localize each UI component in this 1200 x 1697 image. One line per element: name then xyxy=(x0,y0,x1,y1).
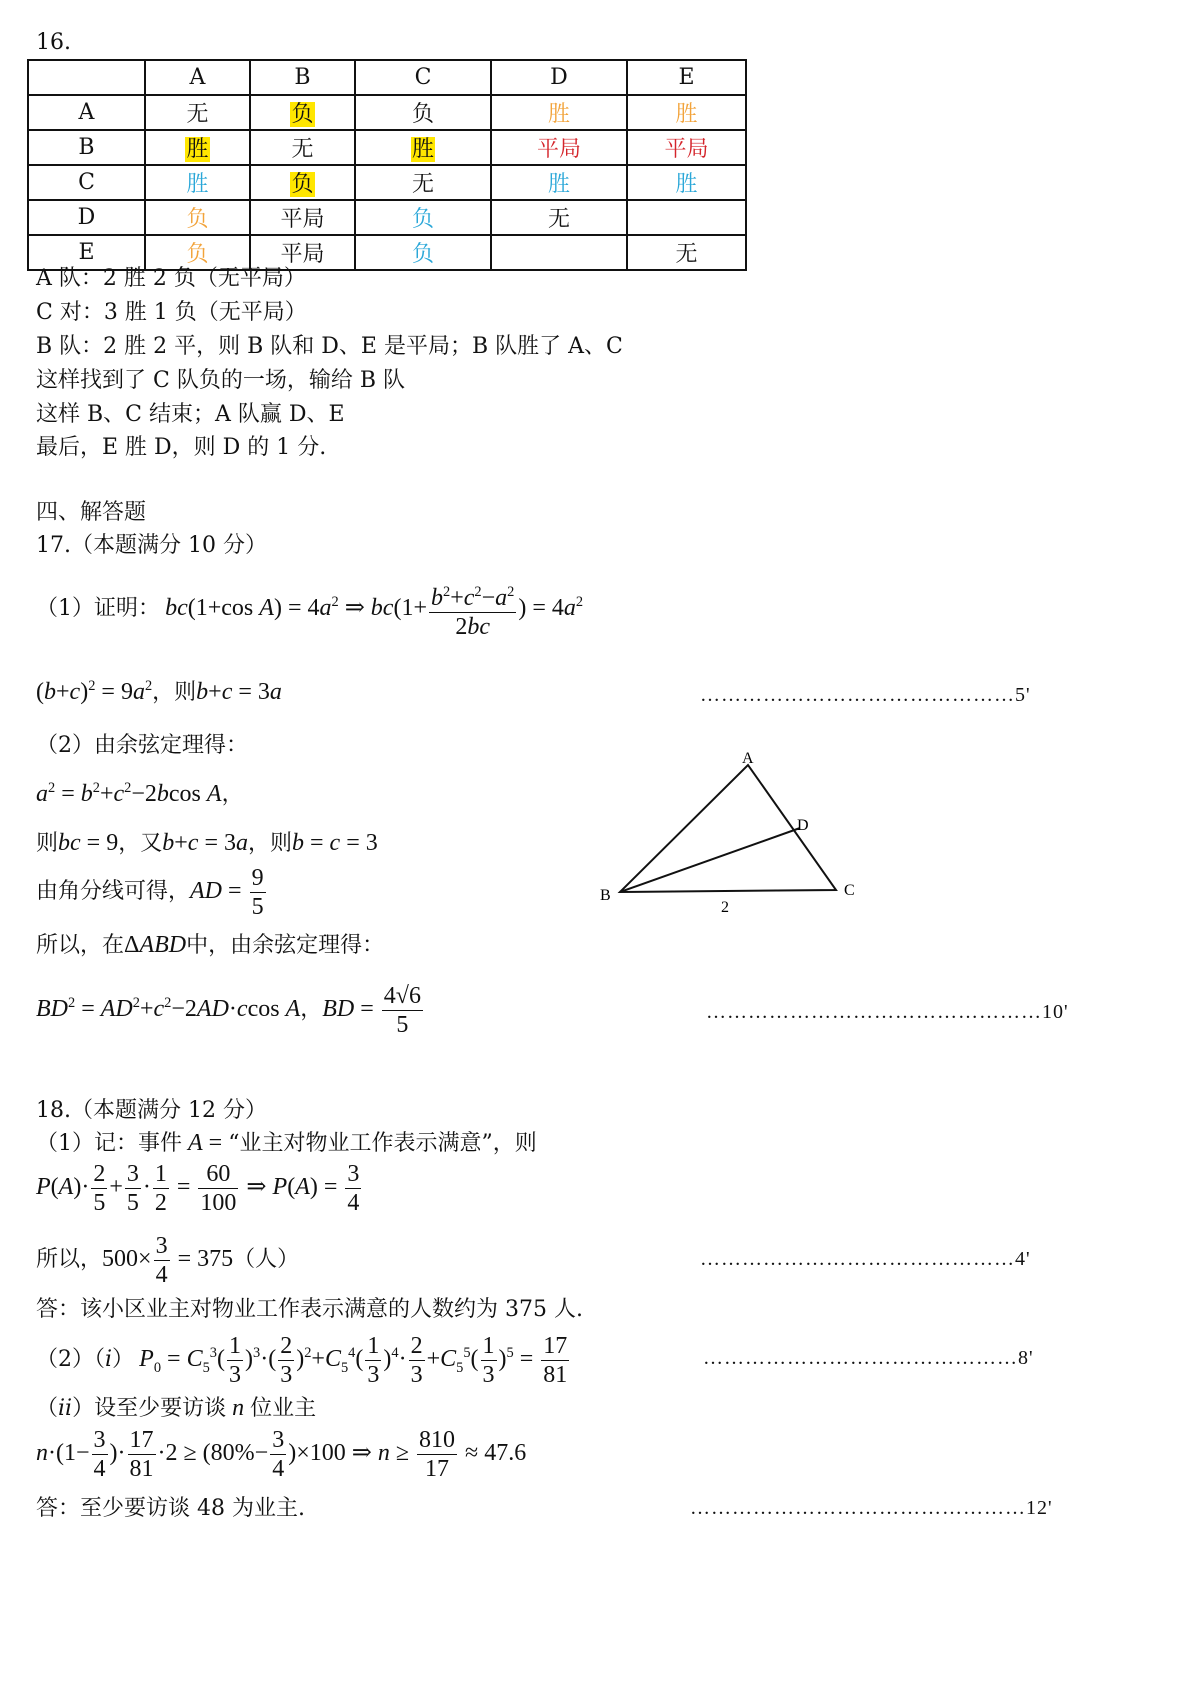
highlighted-result: 负 xyxy=(291,102,314,127)
q17-formula-8: AD = $\frac{9}{5}$ xyxy=(190,865,264,920)
paren-close: ） xyxy=(112,1347,135,1373)
table-cell: 胜 xyxy=(627,165,746,200)
q17-cosine-law xyxy=(36,780,244,808)
table-cell: 负 xyxy=(355,200,491,235)
so-text: 所以， xyxy=(36,1247,103,1273)
q16-note: 这样 B、C 结束；A 队赢 D、E xyxy=(36,402,345,427)
q17-line-sum xyxy=(36,678,282,706)
score-value: 8' xyxy=(1018,1347,1034,1369)
table-cell xyxy=(250,165,355,200)
q17-formula-4: $a^2 = b^2+c^2-2bcos$ A xyxy=(36,780,222,807)
therefore-text: 所以，在 xyxy=(36,933,125,958)
then-text: 则 xyxy=(36,831,59,856)
q18-part2-label: （2）（ xyxy=(36,1347,105,1373)
table-cell xyxy=(355,130,491,165)
table-cell xyxy=(627,200,746,235)
q17-formula-10: BD = $\frac{4√6}{5}$ xyxy=(322,983,421,1038)
q18-formula-3: $P_0 = C_5^3$( $\frac{1}{3}$ )$^3$·( $\frac{2}{3}$ )$^2+C_5^4$( $\frac{1}{3}$ )$^4$· $\frac{2}{3}$ $+C_5^5$( $\frac{1}{3}$ )$^5$ = $\frac{17}{81}$ xyxy=(139,1333,568,1388)
therefore-tail-text: 中，由余弦定理得： xyxy=(186,933,385,958)
table-cell xyxy=(491,235,627,270)
vertex-label-a: A xyxy=(742,750,754,767)
score-marker-8: ………………………………………8' xyxy=(703,1347,1034,1369)
q18-count-line xyxy=(36,1232,299,1289)
table-cell: 胜 xyxy=(145,165,250,200)
score-marker-10: …………………………………………10' xyxy=(706,1001,1069,1023)
q17-triangle-abd: ΔABD xyxy=(124,932,187,958)
q17-formula-9: $BD^2 = AD^2+c^2-2AD\cdot ccos$ A xyxy=(36,995,301,1023)
table-cell: 平局 xyxy=(627,130,746,165)
q18-inequality-line xyxy=(36,1426,526,1483)
q17-formula-7: b = c = 3 xyxy=(292,830,378,856)
q16-note: C 对：3 胜 1 负（无平局） xyxy=(36,300,307,325)
table-row-label: A xyxy=(28,95,145,130)
roman-i: i xyxy=(105,1347,113,1373)
table-row xyxy=(28,130,746,165)
q16-note: 最后，E 胜 D，则 D 的 1 分. xyxy=(36,435,327,460)
highlighted-result: 胜 xyxy=(186,137,209,162)
table-cell: 负 xyxy=(145,200,250,235)
q18-prob-line xyxy=(36,1160,363,1217)
q17-formula-1: bc(1+cos $A) = 4a^2$ ⇒ bc(1+ $\frac{b^2+c^2-a^2}{2bc}$ ) = $4a^2$ xyxy=(165,595,583,621)
table-cell xyxy=(145,130,250,165)
table-header-cell: D xyxy=(491,60,627,95)
table-row xyxy=(28,165,746,200)
q17-formula-6: b+c = 3a xyxy=(162,830,248,856)
q16-number: 16. xyxy=(36,30,71,55)
q16-note: A 队：2 胜 2 负（无平局） xyxy=(36,266,306,291)
table-header-row xyxy=(28,60,746,95)
q17-formula-3: b+c = 3a xyxy=(196,679,282,705)
table-cell: 胜 xyxy=(491,165,627,200)
table-header-cell: C xyxy=(355,60,491,95)
q17-then-text: ，则 xyxy=(152,680,197,705)
table-header-cell: E xyxy=(627,60,746,95)
table-cell: 胜 xyxy=(627,95,746,130)
then-text: ，则 xyxy=(247,831,292,856)
score-value: 12' xyxy=(1026,1497,1053,1519)
table-row-label: B xyxy=(28,130,145,165)
paren-open: （ xyxy=(36,1396,59,1421)
table-cell: 平局 xyxy=(250,200,355,235)
score-value: 5' xyxy=(1015,684,1031,706)
table-row xyxy=(28,235,746,270)
vertex-label-d: D xyxy=(797,817,809,834)
roman-ii: ii xyxy=(58,1396,73,1421)
score-value: 4' xyxy=(1015,1248,1031,1270)
people-text: （人） xyxy=(233,1247,300,1273)
q17-part2-label: （2）由余弦定理得： xyxy=(36,733,248,758)
q18-answer-2: 答：至少要访谈 48 为业主. xyxy=(36,1496,305,1521)
q17-part1-label: （1）证明： xyxy=(36,596,160,622)
table-cell: 负 xyxy=(355,95,491,130)
event-a: A = xyxy=(188,1130,229,1156)
table-cell: 平局 xyxy=(250,235,355,270)
angle-bisector-text: 由角分线可得， xyxy=(36,879,191,905)
q18-answer-1: 答：该小区业主对物业工作表示满意的人数约为 375 人. xyxy=(36,1297,583,1322)
table-cell xyxy=(250,95,355,130)
score-value: 10' xyxy=(1042,1001,1069,1023)
table-row-label: E xyxy=(28,235,145,270)
vertex-label-c: C xyxy=(844,882,855,899)
q18-ii-line xyxy=(36,1395,316,1422)
q18-part1-line xyxy=(36,1130,537,1157)
variable-n: n xyxy=(226,1395,251,1421)
q18-formula-2: 500× $\frac{3}{4}$ = 375 xyxy=(102,1233,234,1288)
q18-ii-tail: 位业主 xyxy=(250,1396,317,1421)
triangle-figure xyxy=(590,745,880,920)
q17-formula-5: bc = 9 xyxy=(58,830,119,856)
segment-bd xyxy=(620,828,800,892)
q17-bc-line xyxy=(36,830,378,857)
q18-title: 18.（本题满分 12 分） xyxy=(36,1098,267,1123)
highlighted-result: 胜 xyxy=(411,137,434,162)
q17-part1-line xyxy=(36,578,583,641)
q16-note: 这样找到了 C 队负的一场，输给 B 队 xyxy=(36,368,405,393)
q17-formula-2: $(b+c)^2 = 9a^2$ xyxy=(36,678,153,705)
table-cell: 胜 xyxy=(491,95,627,130)
table-cell: 负 xyxy=(145,235,250,270)
table-corner-cell xyxy=(28,60,145,95)
q17-therefore-line xyxy=(36,932,384,959)
q18-formula-4: n·(1− $\frac{3}{4}$ )· $\frac{17}{81}$ ·2 ≥ (80%− $\frac{3}{4}$ )×100 ⇒ n ≥ $\frac{810}{17}$ ≈ 47.6 xyxy=(36,1427,527,1482)
vertex-label-b: B xyxy=(600,887,611,904)
table-header-cell: A xyxy=(145,60,250,95)
results-table xyxy=(27,59,747,271)
table-row xyxy=(28,95,746,130)
score-marker-5: ………………………………………5' xyxy=(700,684,1031,706)
table-header-cell: B xyxy=(250,60,355,95)
table-cell: 无 xyxy=(355,165,491,200)
q18-part1-text: “业主对物业工作表示满意”，则 xyxy=(228,1131,537,1156)
q17-title: 17.（本题满分 10 分） xyxy=(36,533,267,558)
table-row xyxy=(28,200,746,235)
score-marker-4: ………………………………………4' xyxy=(700,1248,1031,1270)
table-cell: 平局 xyxy=(491,130,627,165)
q18-part2-line xyxy=(36,1332,571,1389)
table-cell: 负 xyxy=(355,235,491,270)
side-bc-length: 2 xyxy=(721,899,729,916)
and-text: ，又 xyxy=(118,831,163,856)
table-cell: 无 xyxy=(250,130,355,165)
comma: ， xyxy=(221,782,244,807)
table-cell: 无 xyxy=(491,200,627,235)
q16-note: B 队：2 胜 2 平，则 B 队和 D、E 是平局；B 队胜了 A、C xyxy=(36,334,623,359)
table-cell: 无 xyxy=(145,95,250,130)
highlighted-result: 负 xyxy=(291,172,314,197)
comma: ， xyxy=(300,997,323,1023)
q17-ad-line xyxy=(36,864,268,921)
q18-ii-text: ）设至少要访谈 xyxy=(72,1396,227,1421)
q18-formula-1: P(A)· $\frac{2}{5}$ + $\frac{3}{5}$ · $\frac{1}{2}$ = $\frac{60}{100}$ ⇒ P(A) = $\frac{3}{4}$ xyxy=(36,1161,360,1216)
table-cell: 无 xyxy=(627,235,746,270)
score-marker-12: …………………………………………12' xyxy=(690,1497,1053,1519)
table-row-label: C xyxy=(28,165,145,200)
q18-part1-text: （1）记：事件 xyxy=(36,1131,182,1156)
q17-bd-line xyxy=(36,982,425,1039)
table-row-label: D xyxy=(28,200,145,235)
section-title: 四、解答题 xyxy=(36,500,147,525)
